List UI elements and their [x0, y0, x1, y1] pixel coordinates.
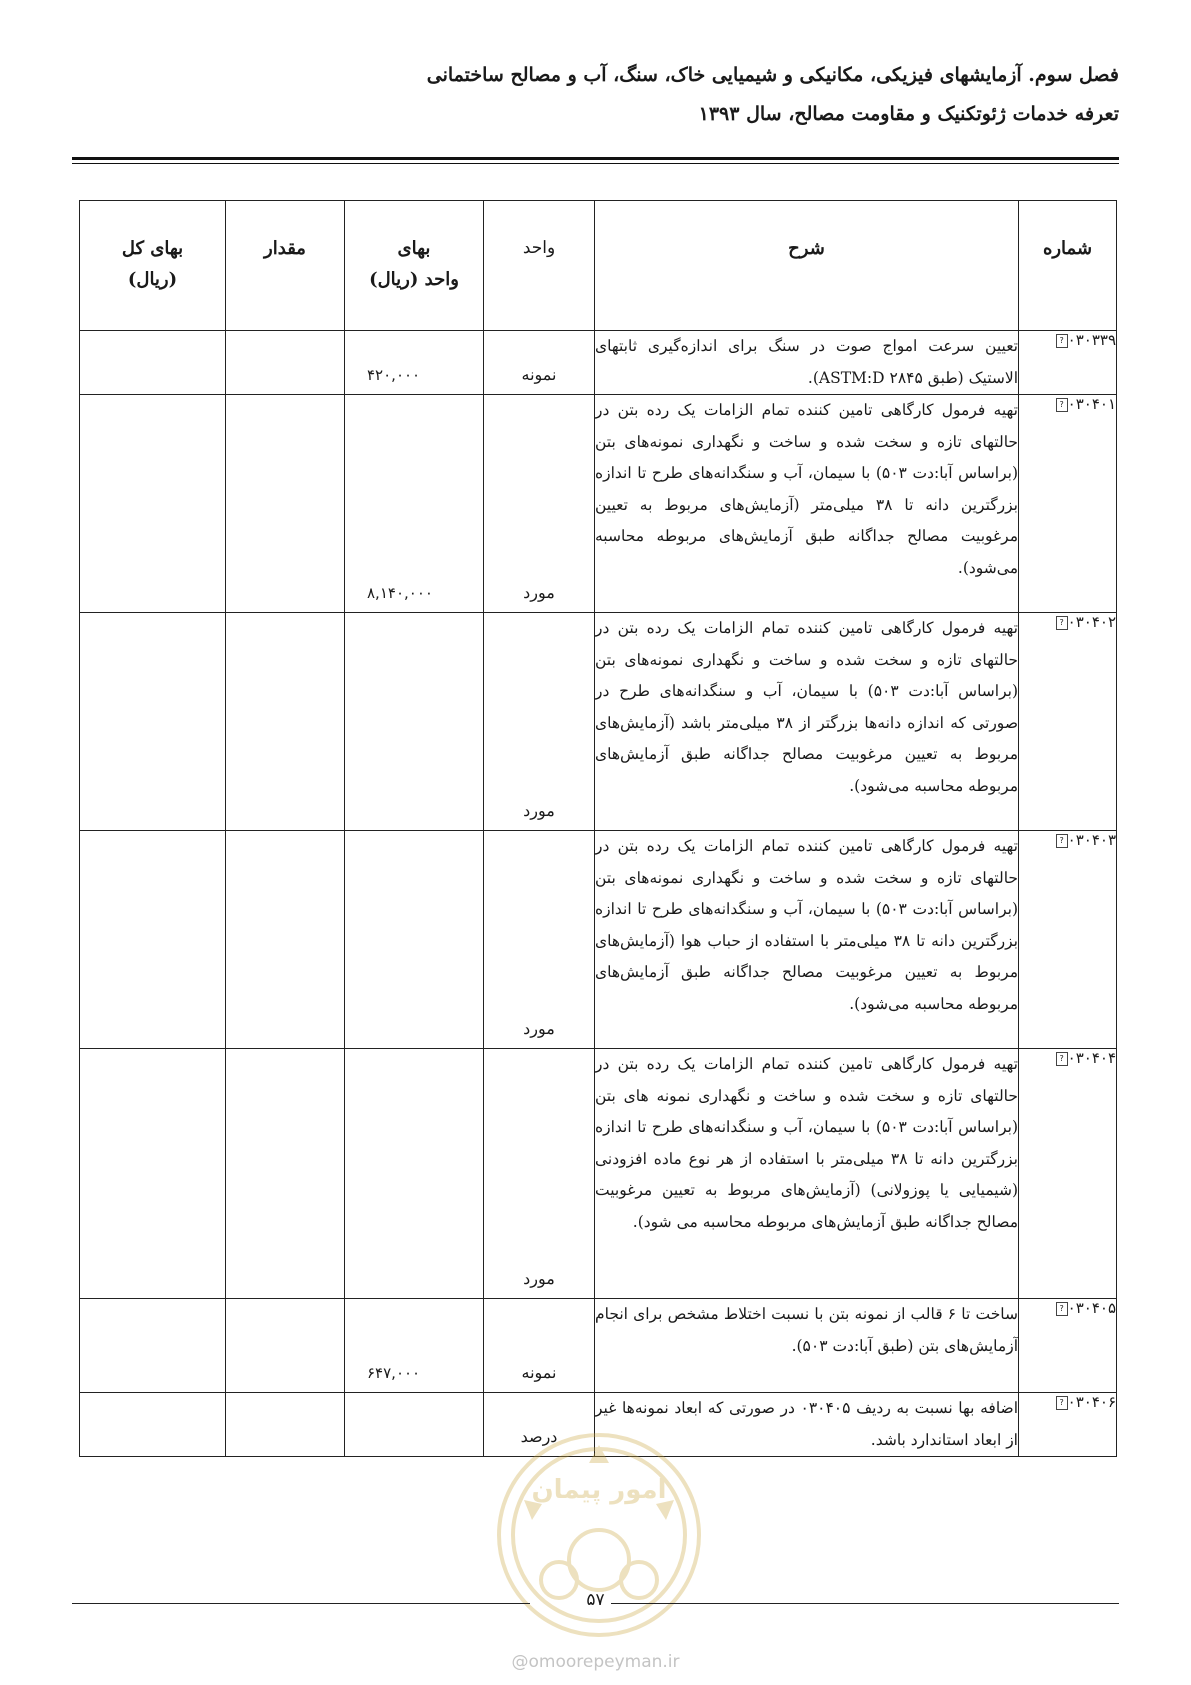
row-total [80, 1049, 226, 1299]
row-number: ۰۳۰۴۰۲? [1019, 613, 1117, 831]
row-unit: مورد [484, 613, 595, 831]
row-total [80, 1299, 226, 1393]
row-unit: مورد [484, 395, 595, 613]
row-description: تهیه فرمول کارگاهی تامین کننده تمام الزامات یک رده بتن در حالتهای تازه و سخت شده و ساخت و نگهداری نمونه های بتن (براساس آبا:دت ۵۰۳) با سیمان، آب و سنگدانه‌های طرح تا اندازه بزرگترین دانه تا ۳۸ میلی‌متر با استفاده از هر نوع ماده افزودنی (شیمیایی یا پوزولانی) (آزمایش‌های مربوط به تعیین مرغوبیت مصالح جداگانه طبق آزمایش‌های مربوطه محاسبه می شود). [595, 1049, 1019, 1299]
tariff-table [79, 200, 1117, 1457]
table-row [80, 395, 1117, 613]
row-unit-price: ۸,۱۴۰,۰۰۰ [345, 395, 484, 613]
missing-glyph-box-icon: ? [1056, 616, 1068, 630]
header-quantity: مقدار [226, 201, 345, 331]
header-rule-thick [72, 157, 1119, 160]
row-unit-price: ۶۴۷,۰۰۰ [345, 1299, 484, 1393]
row-total [80, 331, 226, 395]
row-description: تعیین سرعت امواج صوت در سنگ برای اندازه‌گیری ثابتهای الاستیک (طبق ASTM:D ۲۸۴۵). [595, 331, 1019, 395]
row-number: ۰۳۰۴۰۴? [1019, 1049, 1117, 1299]
missing-glyph-box-icon: ? [1056, 834, 1068, 848]
header-unit: واحد [484, 201, 595, 331]
row-number: ۰۳۰۳۳۹? [1019, 331, 1117, 395]
row-number: ۰۳۰۴۰۶? [1019, 1393, 1117, 1457]
row-total [80, 831, 226, 1049]
row-quantity [226, 613, 345, 831]
row-unit: نمونه [484, 331, 595, 395]
row-total [80, 1393, 226, 1457]
row-description: تهیه فرمول کارگاهی تامین کننده تمام الزامات یک رده بتن در حالتهای تازه و سخت شده و ساخت و نگهداری نمونه‌های بتن (براساس آبا:دت ۵۰۳) با سیمان، آب و سنگدانه‌های طرح تا اندازه بزرگترین دانه تا ۳۸ میلی‌متر با استفاده از حباب هوا (آزمایش‌های مربوط به تعیین مرغوبیت مصالح جداگانه طبق آزمایش‌های مربوطه محاسبه می‌شود). [595, 831, 1019, 1049]
row-number: ۰۳۰۴۰۱? [1019, 395, 1117, 613]
row-unit: نمونه [484, 1299, 595, 1393]
row-description: تهیه فرمول کارگاهی تامین کننده تمام الزامات یک رده بتن در حالتهای تازه و سخت شده و ساخت و نگهداری نمونه‌های بتن (براساس آبا:دت ۵۰۳) با سیمان، آب و سنگدانه‌های طرح تا اندازه بزرگترین دانه تا ۳۸ میلی‌متر (آزمایش‌های مربوط به تعیین مرغوبیت مصالح جداگانه طبق آزمایش‌های مربوطه محاسبه می‌شود). [595, 395, 1019, 613]
header-total: بهای کل (ریال) [80, 201, 226, 331]
missing-glyph-box-icon: ? [1056, 1396, 1068, 1410]
header-description: شرح [595, 201, 1019, 331]
row-unit: مورد [484, 831, 595, 1049]
page-number: ۵۷ [586, 1590, 605, 1610]
row-unit-price [345, 1393, 484, 1457]
row-description: ساخت تا ۶ قالب از نمونه بتن با نسبت اختلاط مشخص برای انجام آزمایش‌های بتن (طبق آبا:دت ۵۰۳). [595, 1299, 1019, 1393]
table-row [80, 331, 1117, 395]
row-unit-price [345, 613, 484, 831]
table-row [80, 1393, 1117, 1457]
table-row [80, 613, 1117, 831]
table-header-row [80, 201, 1117, 331]
table-row [80, 1049, 1117, 1299]
row-total [80, 613, 226, 831]
page-header [72, 58, 1119, 132]
row-unit: درصد [484, 1393, 595, 1457]
svg-text:امور پیمان: امور پیمان [531, 1475, 667, 1505]
watermark-url: @omoorepeyman.ir [511, 1652, 680, 1672]
row-unit-price: ۴۲۰,۰۰۰ [345, 331, 484, 395]
row-quantity [226, 1299, 345, 1393]
row-number: ۰۳۰۴۰۳? [1019, 831, 1117, 1049]
chapter-title: فصل سوم. آزمایشهای فیزیکی، مکانیکی و شیمیایی خاک، سنگ، آب و مصالح ساختمانی [426, 64, 1119, 86]
missing-glyph-box-icon: ? [1056, 398, 1068, 412]
row-quantity [226, 1393, 345, 1457]
missing-glyph-box-icon: ? [1056, 334, 1068, 348]
document-subtitle: تعرفه خدمات ژئوتکنیک و مقاومت مصالح، سال ۱۳۹۳ [698, 103, 1119, 125]
row-unit: مورد [484, 1049, 595, 1299]
missing-glyph-box-icon: ? [1056, 1302, 1068, 1316]
row-quantity [226, 331, 345, 395]
row-unit-price [345, 831, 484, 1049]
table-row [80, 1299, 1117, 1393]
table-row [80, 831, 1117, 1049]
row-quantity [226, 395, 345, 613]
header-rule-thin [72, 163, 1119, 164]
row-number: ۰۳۰۴۰۵? [1019, 1299, 1117, 1393]
missing-glyph-box-icon: ? [1056, 1052, 1068, 1066]
row-description: تهیه فرمول کارگاهی تامین کننده تمام الزامات یک رده بتن در حالتهای تازه و سخت شده و ساخت و نگهداری نمونه‌های بتن (براساس آبا:دت ۵۰۳) با سیمان، آب و سنگدانه‌های طرح در صورتی که اندازه دانه‌ها بزرگتر از ۳۸ میلی‌متر باشد (آزمایش‌های مربوط به تعیین مرغوبیت مصالح جداگانه طبق آزمایش‌های مربوطه محاسبه می‌شود). [595, 613, 1019, 831]
row-unit-price [345, 1049, 484, 1299]
row-quantity [226, 1049, 345, 1299]
row-quantity [226, 831, 345, 1049]
row-total [80, 395, 226, 613]
row-description: اضافه بها نسبت به ردیف ۰۳۰۴۰۵ در صورتی که ابعاد نمونه‌ها غیر از ابعاد استاندارد باشد. [595, 1393, 1019, 1457]
header-number: شماره [1019, 201, 1117, 331]
header-unit-price: بهای واحد (ریال) [345, 201, 484, 331]
